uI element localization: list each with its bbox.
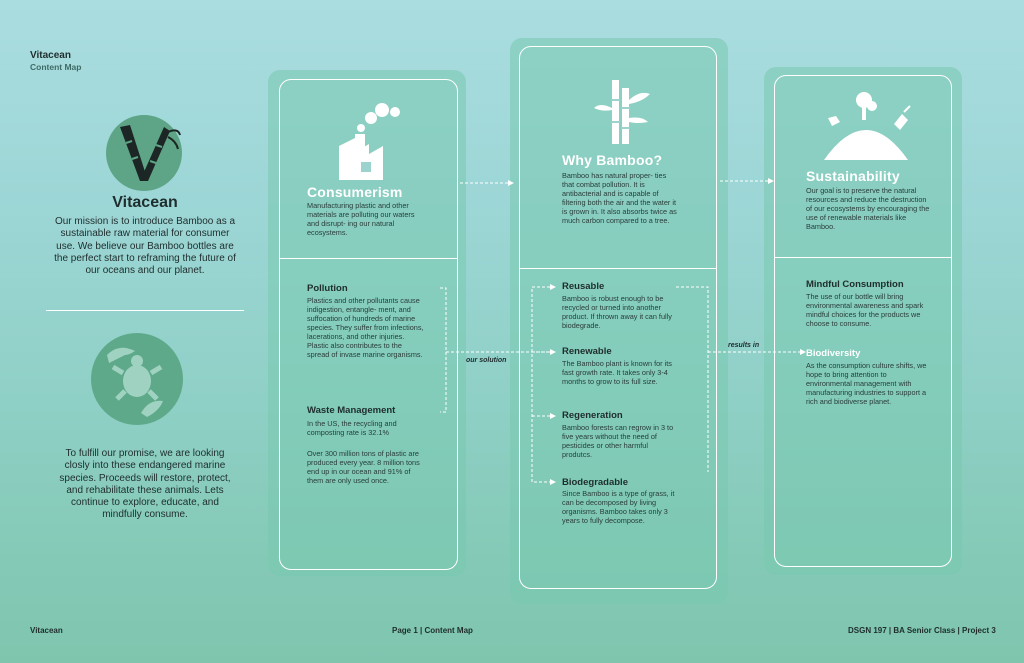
sustainability-title: Sustainability [806,168,900,184]
arrowhead [550,479,556,485]
brand-name: Vitacean [30,50,71,61]
waste-management-body-2: Over 300 million tons of plastic are produced every year. 8 million tons end up in our ocean and 91% of them are only used once. [307,449,420,485]
sustainability-body: Our goal is to preserve the natural resources and reduce the destruction of our ecosystems by encouraging the use of renewable materials like Bamboo. [806,186,930,231]
arrowhead [768,178,774,184]
renewable-title: Renewable [562,346,612,357]
arrowhead [508,180,514,186]
bamboo-body: Bamboo has natural proper- ties that combat pollution. It is antibacterial and is capable of filtering both the air and the water it is grown in. It also absorbs twice as much carbon compared to a tree. [562,171,677,225]
mindful-consumption-title: Mindful Consumption [806,279,904,290]
biodegradable-body: Since Bamboo is a type of grass, it can be decomposed by living organisms. Bamboo takes only 3 years to fully decompose. [562,489,675,525]
bracket-consumerism [440,288,446,412]
bracket-bamboo-right [676,287,708,472]
consumerism-title: Consumerism [307,184,403,200]
pollution-body: Plastics and other pollutants cause indigestion, entangle- ment, and suffocation of hundreds of marine species. They suffer from infections, lacerations, and other injuries. Plastic also contributes to the spread of invase marine organisms. [307,296,424,359]
arrowhead [550,349,556,355]
renewable-body: The Bamboo plant is known for its fast growth rate. It takes only 3-4 months to grow to its full size. [562,359,672,386]
results-in-label: results in [728,342,760,349]
reusable-body: Bamboo is robust enough to be recycled or turned into another product. If thrown away it can fully biodegrade. [562,294,672,330]
mission-statement: Our mission is to introduce Bamboo as a sustainable raw material for consumer use. We believe our Bamboo bottles are the perfect start to reframing the future of our oceans and our planet. [54,216,236,277]
mindful-consumption-body: The use of our bottle will bring environmental awareness and spark mindful choices for the products we choose to consume. [806,292,924,328]
regeneration-title: Regeneration [562,410,623,421]
waste-management-title: Waste Management [307,405,396,416]
arrowhead [800,349,806,355]
bracket-bamboo-left [532,287,550,482]
footer-brand: Vitacean [30,626,63,635]
biodiversity-body: As the consumption culture shifts, we hope to bring attention to environmental management with manufacturing industries to support a rich and biodiverse planet. [806,361,927,406]
pollution-title: Pollution [307,283,348,294]
our-solution-label: our solution [466,357,507,364]
waste-management-body: In the US, the recycling and composting rate is 32.1% [307,419,397,437]
arrowhead [550,284,556,290]
promise-statement: To fulfill our promise, we are looking closly into these endangered marine species. Proceeds will restore, protect, and rehabilitate these animals. Lets continue to explore, educate, and mindfully consume. [59,448,231,521]
reusable-title: Reusable [562,281,605,292]
page-subtitle: Content Map [30,62,82,72]
consumerism-body: Manufacturing plastic and other materials are polluting our waters and disrupt- ing our natural ecosystems. [307,201,415,237]
regeneration-body: Bamboo forests can regrow in 3 to five years without the need of pesticides or other harmful produtcs. [562,423,674,459]
biodiversity-title: Biodiversity [806,348,861,359]
arrowhead [550,413,556,419]
brand-title: Vitacean [112,194,178,211]
biodegradable-title: Biodegradable [562,477,628,488]
footer-course: DSGN 197 | BA Senior Class | Project 3 [848,626,996,635]
footer-page: Page 1 | Content Map [392,626,473,635]
bamboo-title: Why Bamboo? [562,152,663,168]
